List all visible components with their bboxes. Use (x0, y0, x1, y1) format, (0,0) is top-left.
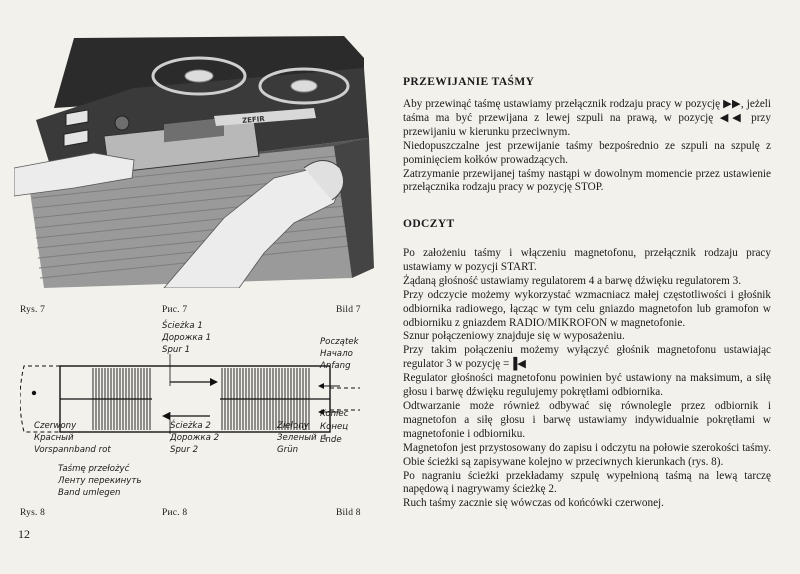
label-red-ru: Красный (34, 433, 74, 443)
label-red-pl: Czerwony (34, 421, 77, 431)
page-number: 12 (18, 527, 30, 541)
label-end-de: Ende (320, 435, 342, 445)
figure-8-caption-ru: Рис. 8 (162, 508, 188, 518)
label-start-de: Anfang (320, 361, 351, 371)
figure-8-caption-pl: Rys. 8 (20, 508, 46, 518)
label-red-de: Vorspannband rot (34, 445, 111, 455)
device-brand-label: ZEFIR (241, 114, 266, 125)
figure-7-caption-ru: Рис. 7 (162, 305, 188, 315)
paragraph: Po nagraniu ścieżki przekładamy szpulę wypełnioną taśmą na lewą tarczę napędową i nagrywamy ścieżkę 2. (403, 469, 771, 496)
label-green-de: Grün (277, 445, 299, 455)
paragraph: Sznur połączeniowy znajduje się w wyposażeniu. (403, 330, 625, 343)
label-end-ru: Конец (320, 422, 349, 432)
label-reverse-pl: Taśmę przełożyć (58, 464, 130, 474)
figure-8-caption-de: Bild 8 (336, 508, 361, 518)
paragraph: Ruch taśmy zacznie się wówczas od końcówki czerwonej. (403, 497, 664, 510)
label-start-ru: Начало (320, 349, 353, 359)
label-green-ru: Зеленый (277, 433, 317, 443)
section-rewinding-body (403, 98, 771, 195)
label-green-pl: Zielony (277, 421, 309, 431)
label-reverse-ru: Ленту перекинуть (58, 476, 142, 486)
label-track1-de: Spur 1 (162, 345, 191, 355)
figure-7-caption-de: Bild 7 (336, 305, 361, 315)
paragraph: Odtwarzanie może również odbywać się równolegle przez odbiornik i magnetofon a siłę głosu i barwę ustawiamy indywidualnie pokrętłami w magnetofonie i odbiorniku. (403, 399, 771, 440)
heading-rewinding: PRZEWIJANIE TAŚMY (403, 76, 535, 88)
label-track1-ru: Дорожка 1 (162, 333, 212, 343)
label-start-pl: Początek (320, 337, 359, 347)
paragraph: Po założeniu taśmy i włączeniu magnetofonu, przełącznik rodzaju pracy ustawiamy w pozycji START. (403, 247, 771, 273)
text-column (403, 0, 771, 574)
paragraph: Żądaną głośność ustawiamy regulatorem 4 a barwę dźwięku regulatorem 3. (403, 274, 741, 287)
label-track2-ru: Дорожка 2 (170, 433, 220, 443)
heading-playback: ODCZYT (403, 218, 455, 230)
paragraph: Przy odczycie możemy wykorzystać wzmacniacz małej częstotliwości i głośnik odbiornika radiowego, łącząc w tym celu gniazdo magnetofon lub gramofon w odbiorniku z gniazdem RADIO/MIKROFON w magnetofonie. (403, 288, 771, 329)
paragraph: Niedopuszczalne jest przewijanie taśmy bezpośrednio ze szpuli na szpulę z pominięciem kołków prowadzących. (403, 139, 771, 166)
paragraph: Aby przewinąć taśmę ustawiamy przełącznik rodzaju pracy w pozycję ▶▶, jeżeli taśma ma być przewijana z lewej szpuli na prawą, w pozycję ◀◀ przy przewijaniu w kierunku przeciwnym. (403, 98, 771, 138)
label-track2-de: Spur 2 (170, 445, 199, 455)
paragraph: Zatrzymanie przewijanej taśmy nastąpi w dowolnym momencie przez ustawienie przełącznika rodzaju pracy w pozycję STOP. (403, 167, 771, 194)
label-end-pl: Koniec (320, 409, 349, 419)
label-reverse-de: Band umlegen (58, 488, 121, 498)
paragraph: Regulator głośności magnetofonu powinien być ustawiony na maksimum, a siłę głosu i barwę dźwięku regulujemy pokrętłami odbiornika. (403, 372, 771, 399)
label-track2-pl: Ścieżka 2 (170, 421, 211, 431)
figure-7-caption-pl: Rys. 7 (20, 305, 46, 315)
paragraph: Przy takim połączeniu możemy wyłączyć głośnik magnetofonu ustawiając regulator 3 w pozycję =▐◀ (403, 344, 771, 371)
figure-photo-tape-recorder (14, 28, 376, 288)
section-playback-body (403, 247, 771, 511)
paragraph: Magnetofon jest przystosowany do zapisu i odczytu na połowie szerokości taśmy. Obie ścieżki są zapisywane kolejno w przeciwnych kierunkach (rys. 8). (403, 441, 771, 468)
figure-tape-track-diagram (20, 316, 365, 506)
label-track1-pl: Ścieżka 1 (162, 321, 203, 331)
